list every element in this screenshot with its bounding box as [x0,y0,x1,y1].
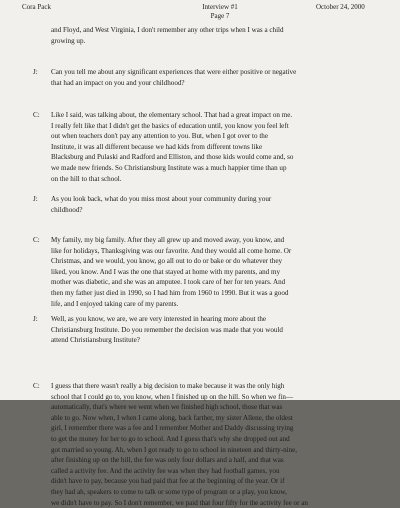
paragraph-text [51,67,395,88]
text-line: on the hill to that school. [51,174,122,183]
speaker-label: C: [33,111,40,119]
text-line: life, and I enjoyed taking care of my parents. [51,299,179,308]
paragraph-text [51,110,395,184]
paragraph-text [51,25,395,46]
header-name: Cora Pack [22,3,51,11]
text-line: growing up. [51,36,86,45]
speaker-label: C: [33,236,40,244]
text-line: after finishing up on the hill, the fee was only four dollars and a half, and that was [51,456,284,465]
text-line: and Floyd, and West Virginia, I don't remember any other trips when I was a child [51,26,284,34]
header-date: October 24, 2000 [316,3,365,11]
paragraph-text [51,194,395,215]
speaker-label: J: [33,68,38,76]
text-line: Well, as you know, we are, we are very interested in hearing more about the [51,315,267,323]
text-line: Like I said, was talking about, the elementary school. That had a great impact on me. [51,111,293,119]
text-line: girl, I remember there was a fee and I remember Mother and Daddy discussing trying [51,424,294,433]
speaker-label: J: [33,315,38,323]
paragraph-text [51,381,395,508]
text-line: able to go. Now when, I when I came along, back farther, my sister Allene, the oldest [51,413,293,422]
text-line: childhood? [51,205,83,214]
text-line: that had an impact on you and your childhood? [51,78,185,87]
text-line: Christmas, and we would, you know, go all out to do or bake or do whatever they [51,257,283,266]
text-line: school that I could go to, you know, when I finished up on the hill. So when we fin— [51,392,294,401]
text-line: attend Christiansburg Institute? [51,336,140,345]
text-line: My family, my big family. After they all grew up and moved away, you know, and [51,236,285,244]
text-line: As you look back, what do you miss most about your community during your [51,195,272,203]
text-line: Blacksburg and Pulaski and Radford and Elliston, and those kids would come and, so [51,153,294,162]
header-center [165,3,275,21]
header-page-number: Page 7 [210,12,230,20]
text-line: didn't have to pay, because you had paid that fee at the beginning of the year. Or if [51,477,285,486]
text-line: to get the money for her to go to school. And I guess that's why she dropped out and [51,434,290,443]
text-line: liked, you know. And I was the one that stayed at home with my parents, and my [51,267,281,276]
text-line: then my father just died in 1990, so I had him from 1960 to 1990. But it was a good [51,288,289,297]
text-line: Institute, it was all different because we had kids from different towns like [51,142,263,151]
text-line: I guess that there wasn't really a big decision to make because it was the only high [51,382,285,390]
text-line: like for holidays, Thanksgiving was our favorite. And they would all come home. Or [51,246,292,255]
text-line: got married so young. Ah, when I got ready to go to school in nineteen and thirty-nine, [51,445,298,454]
speaker-label: J: [33,195,38,203]
text-line: I really felt like that I didn't get the basics of education until, you know you feel left [51,121,289,130]
paragraph-text [51,314,395,346]
text-line: Can you tell me about any significant experiences that were either positive or negative [51,68,297,76]
text-line: Christiansburg Institute. Do you remember the decision was made that you would [51,325,283,334]
text-line: called a activity fee. And the activity fee was when they had football games, you [51,466,280,475]
text-line: automatically, that's where we went when we finished high school, those that was [51,403,283,412]
paragraph-text [51,235,395,309]
text-line: mother was diabetic, and she was an amputee. I took care of her for ten years. And [51,278,286,287]
text-line: they had ah, speakers to come to talk or some type of program or a play, you know, [51,487,287,496]
speaker-label: C: [33,382,40,390]
header-interview: Interview #1 [202,3,238,11]
text-line: out when teachers don't pay any attention to you. But, when I got over to the [51,132,268,141]
text-line: we didn't have to pay. So I don't remember, we paid that four fifty for the activity fee or an [51,498,308,507]
text-line: we made new friends. So Christiansburg Institute was a much happier time than up [51,163,287,172]
